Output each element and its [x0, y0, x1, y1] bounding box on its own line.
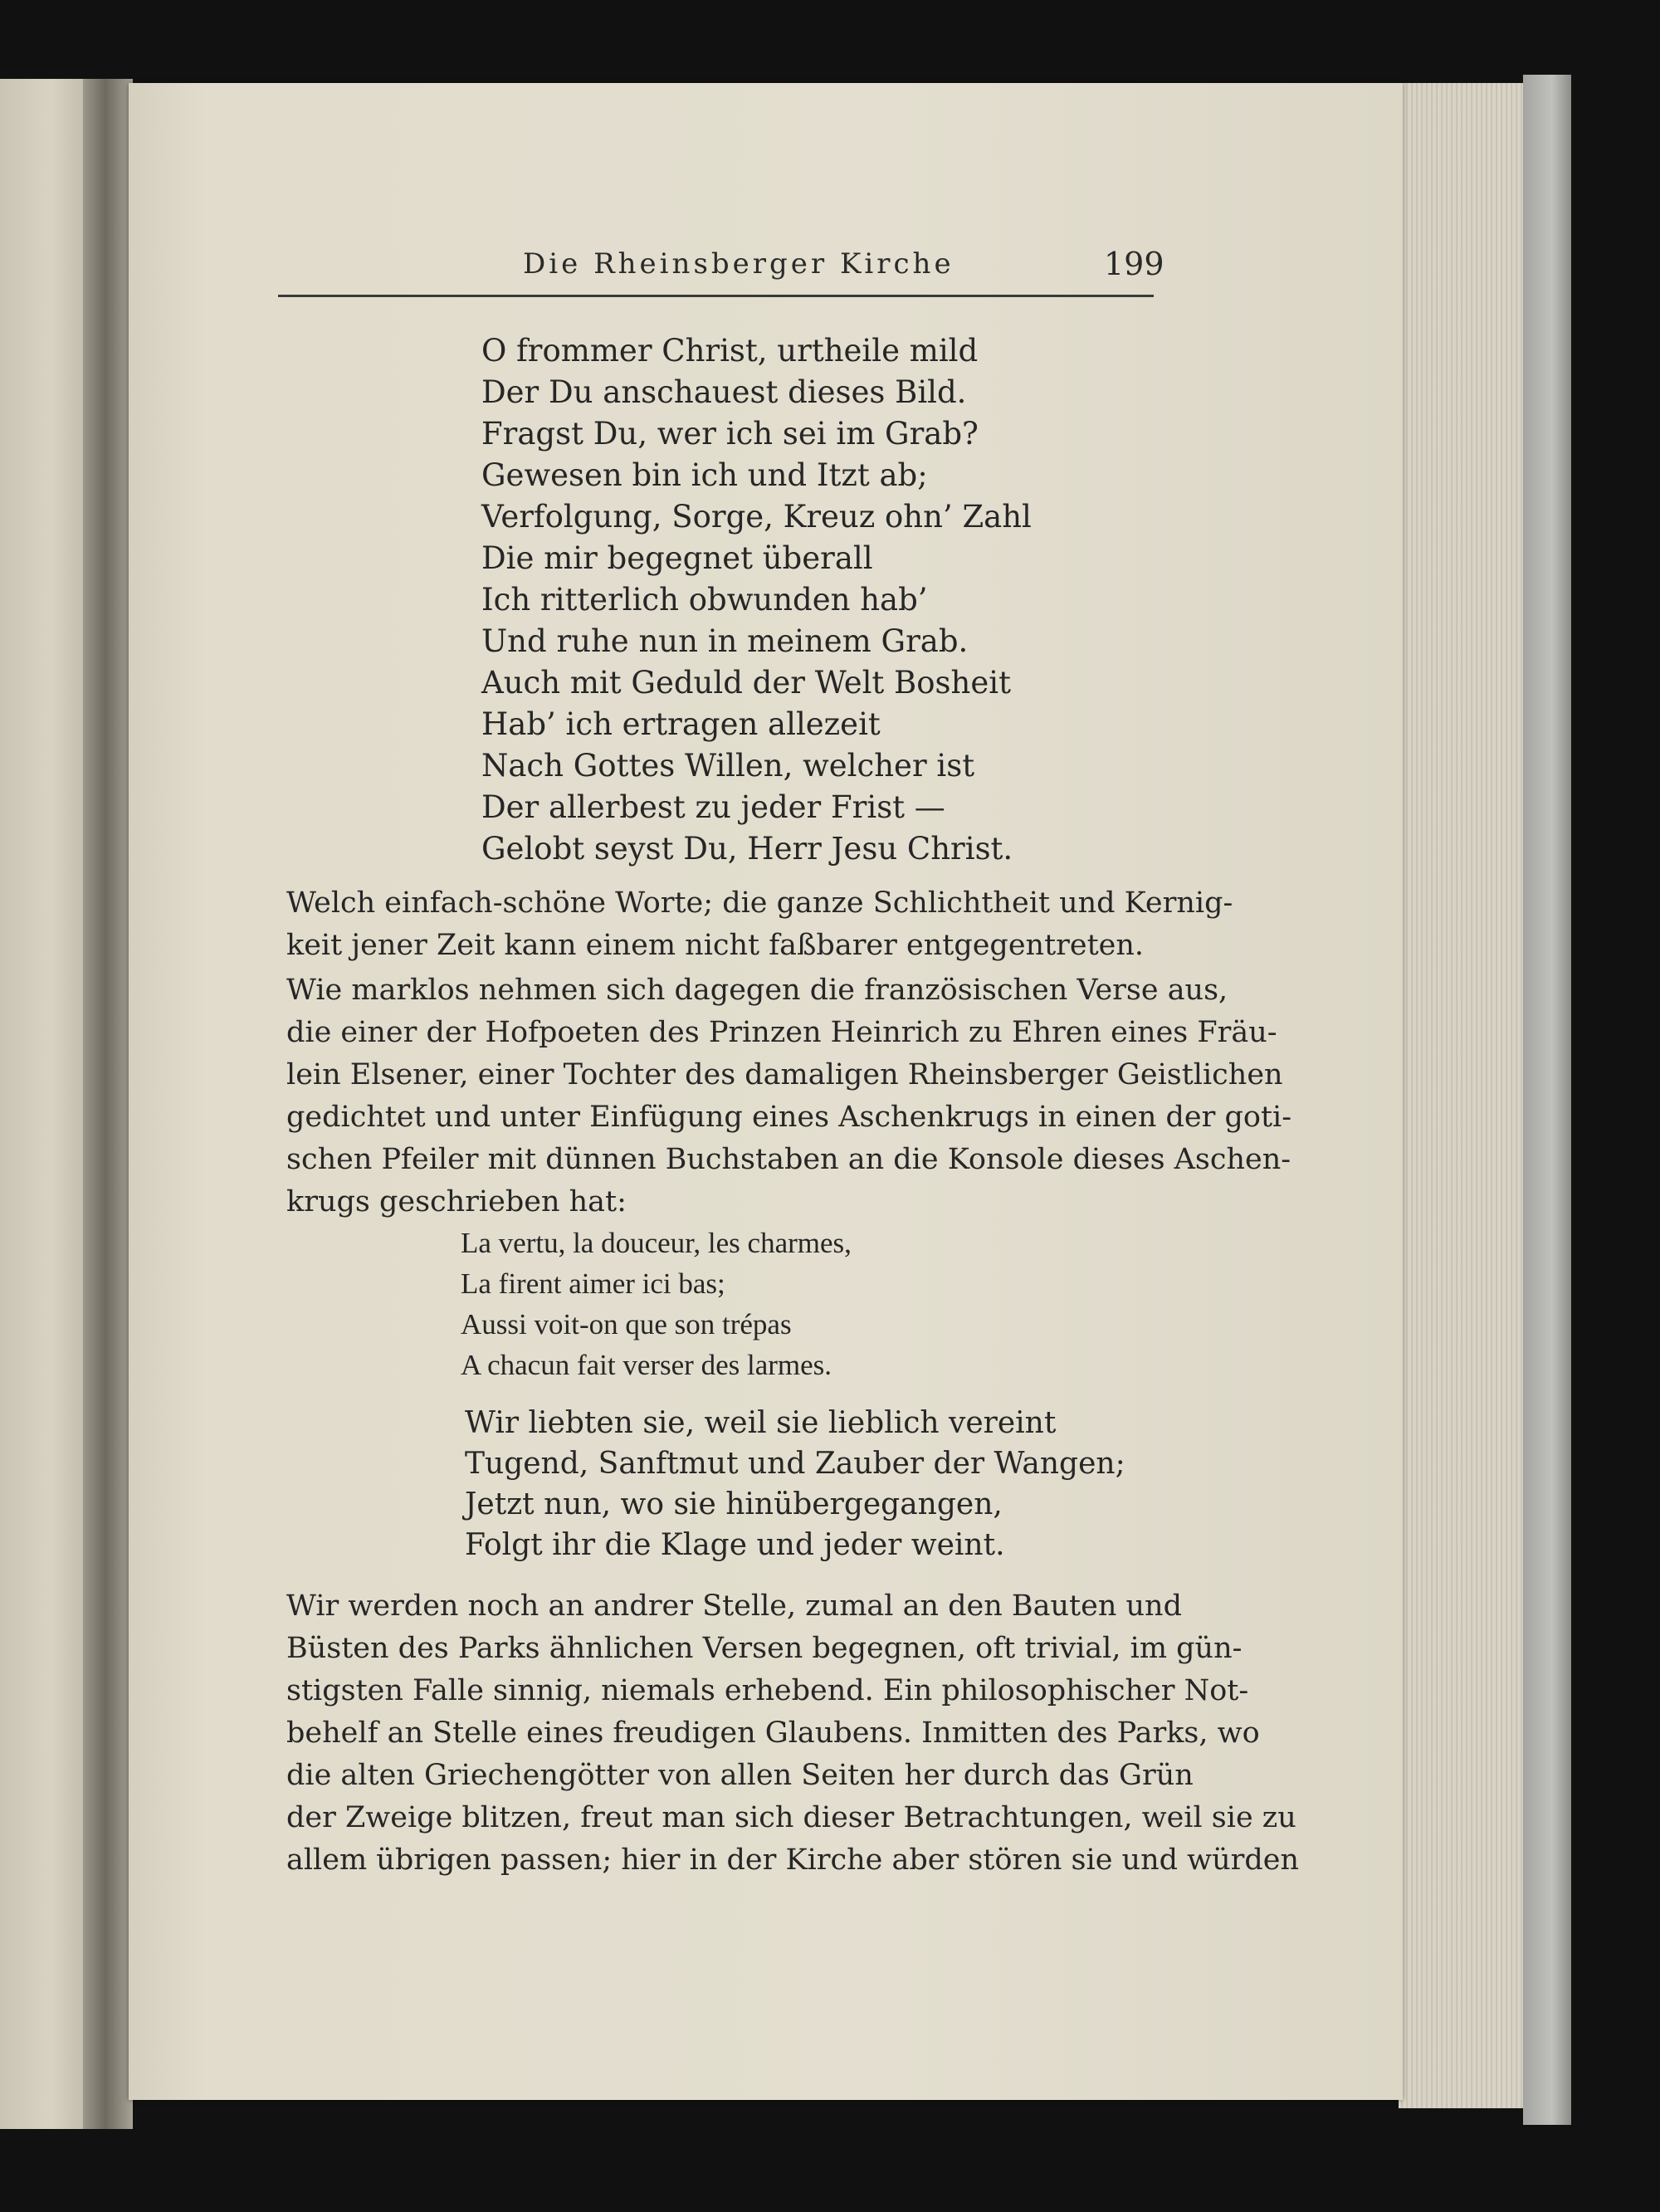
verse-line: Jetzt nun, wo sie hinübergegangen, [465, 1487, 1003, 1521]
verse-line: La firent aimer ici bas; [461, 1267, 725, 1300]
text-line: schen Pfeiler mit dünnen Buchstaben an die Konsole dieses Aschen- [286, 1143, 1291, 1176]
paragraph-3 [286, 1585, 1300, 1882]
poem-line: Nach Gottes Willen, welcher ist [481, 748, 975, 784]
running-title: Die Rheinsberger Kirche [523, 247, 954, 281]
text-line: allem übrigen passen; hier in der Kirche aber stören sie und würden [286, 1843, 1300, 1877]
text-line: Wir werden noch an andrer Stelle, zumal an den Bauten und [286, 1589, 1182, 1623]
text-line: Welch einfach-schöne Worte; die ganze Schlichtheit und Kernig- [286, 886, 1233, 920]
text-line: die einer der Hofpoeten des Prinzen Heinrich zu Ehren eines Fräu- [286, 1016, 1277, 1049]
poem-line: Verfolgung, Sorge, Kreuz ohn’ Zahl [481, 499, 1032, 535]
poem-line: Die mir begegnet überall [481, 540, 873, 576]
text-line: gedichtet und unter Einfügung eines Aschenkrugs in einen der goti- [286, 1101, 1292, 1134]
text-line: keit jener Zeit kann einem nicht faßbarer entgegentreten. [286, 929, 1145, 962]
poem-line: Fragst Du, wer ich sei im Grab? [481, 416, 979, 452]
text-line: krugs geschrieben hat: [286, 1185, 627, 1218]
poem-line: Gelobt seyst Du, Herr Jesu Christ. [481, 831, 1013, 867]
paragraph-2 [286, 969, 1292, 1223]
verse-line: Aussi voit-on que son trépas [461, 1308, 792, 1340]
verse-line: Tugend, Sanftmut und Zauber der Wangen; [465, 1447, 1125, 1481]
paragraph-1 [286, 882, 1233, 967]
poem-line: Auch mit Geduld der Welt Bosheit [481, 665, 1011, 701]
verse-line: A chacun fait verser des larmes. [461, 1349, 832, 1381]
poem-line: Ich ritterlich obwunden hab’ [481, 582, 928, 618]
previous-page-edge [0, 79, 93, 2129]
text-line: Büsten des Parks ähnlichen Versen begegnen, oft trivial, im gün- [286, 1632, 1243, 1665]
text-line: lein Elsener, einer Tochter des damaligen Rheinsberger Geistlichen [286, 1058, 1283, 1091]
text-line: stigsten Falle sinnig, niemals erhebend. Ein philosophischer Not- [286, 1674, 1249, 1707]
header-rule [278, 295, 1154, 297]
poem-line: O frommer Christ, urtheile mild [481, 333, 979, 369]
text-line: die alten Griechengötter von allen Seiten her durch das Grün [286, 1759, 1194, 1792]
poem-line: Gewesen bin ich und Itzt ab; [481, 457, 928, 493]
verse-line: Wir liebten sie, weil sie lieblich vereint [465, 1406, 1057, 1440]
verse-line: La vertu, la douceur, les charmes, [461, 1227, 852, 1259]
poem-line: Und ruhe nun in meinem Grab. [481, 623, 969, 659]
page-block-edges [1399, 83, 1523, 2108]
epitaph-poem [481, 330, 1032, 870]
german-translation-verse [465, 1403, 1125, 1565]
poem-line: Der Du anschauest dieses Bild. [481, 374, 967, 410]
poem-line: Hab’ ich ertragen allezeit [481, 706, 881, 742]
poem-line: Der allerbest zu jeder Frist — [481, 789, 945, 825]
text-line: behelf an Stelle eines freudigen Glaubens. Inmitten des Parks, wo [286, 1716, 1260, 1750]
text-line: der Zweige blitzen, freut man sich dieser Betrachtungen, weil sie zu [286, 1801, 1296, 1834]
book-cover-edge [1523, 75, 1571, 2125]
text-line: Wie marklos nehmen sich dagegen die französischen Verse aus, [286, 974, 1228, 1007]
page-number: 199 [1104, 246, 1164, 282]
book-gutter [83, 79, 133, 2129]
verse-line: Folgt ihr die Klage und jeder weint. [465, 1528, 1005, 1562]
french-verse [461, 1223, 852, 1385]
